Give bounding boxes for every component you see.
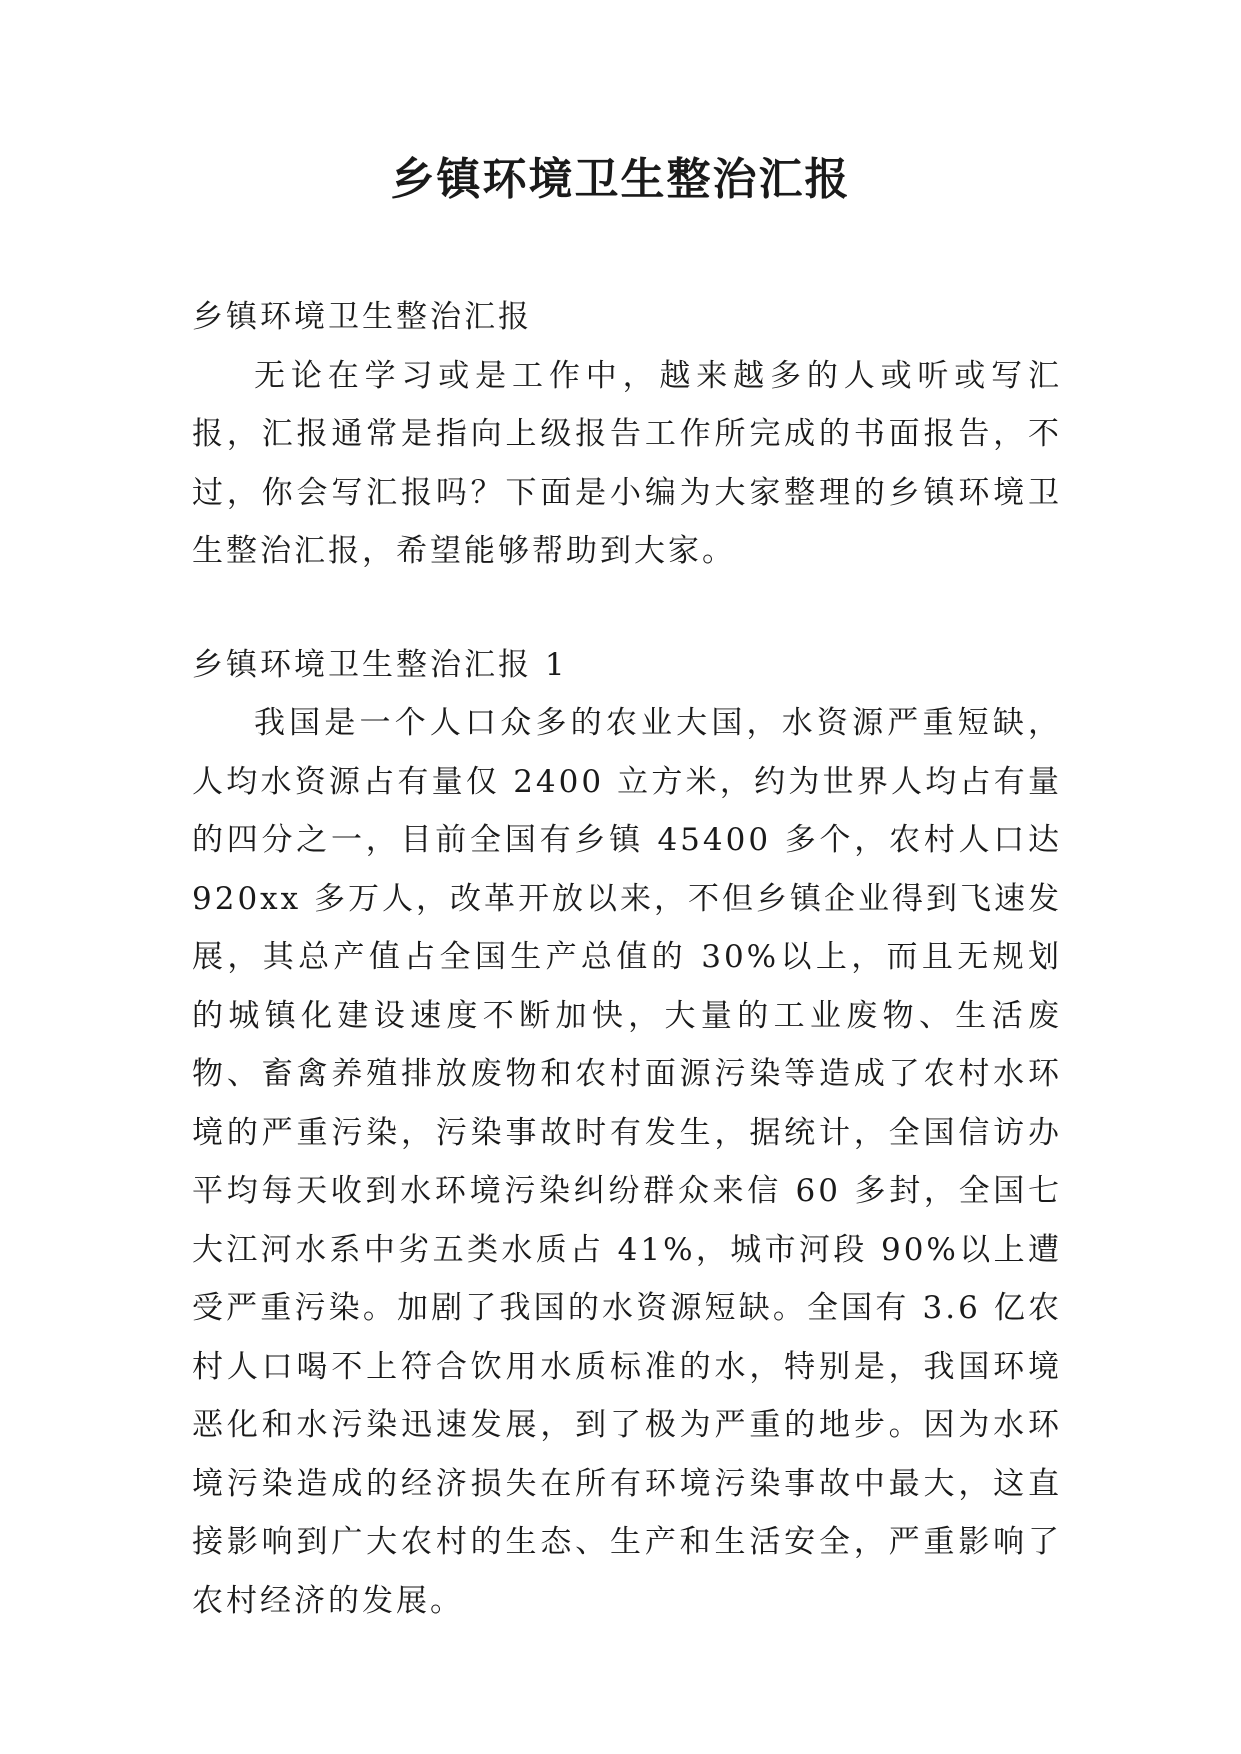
document-subtitle: 乡镇环境卫生整治汇报 xyxy=(192,299,532,335)
paragraph-spacer xyxy=(192,581,1062,636)
section-heading: 乡镇环境卫生整治汇报 1 xyxy=(192,646,568,683)
document-title: 乡镇环境卫生整治汇报 xyxy=(390,154,851,205)
intro-paragraph: 无论在学习或是工作中，越来越多的人或听或写汇报，汇报通常是指向上级报告工作所完成的书面报告，不过，你会写汇报吗？下面是小编为大家整理的乡镇环境卫生整治汇报，希望能够帮助到大家。 xyxy=(192,357,1062,569)
document-body xyxy=(192,288,1062,1630)
section-paragraph: 我国是一个人口众多的农业大国，水资源严重短缺，人均水资源占有量仅 2400 立方米，约为世界人均占有量的四分之一，目前全国有乡镇 45400 多个，农村人口达 920xx 多万人，改革开放以来，不但乡镇企业得到飞速发展，其总产值占全国生产总值的 30%以上，而且无规划的城镇化建设速度不断加快，大量的工业废物、生活废物、畜禽养殖排放废物和农村面源污染等造成了农村水环境的严重污染，污染事故时有发生，据统计，全国信访办平均每天收到水环境污染纠纷群众来信 60 多封，全国七大江河水系中劣五类水质占 41%，城市河段 90%以上遭受严重污染。加剧了我国的水资源短缺。全国有 3.6 亿农村人口喝不上符合饮用水质标准的水，特别是，我国环境恶化和水污染迅速发展，到了极为严重的地步。因为水环境污染造成的经济损失在所有环境污染事故中最大，这直接影响到广大农村的生态、生产和生活安全，严重影响了农村经济的发展。 xyxy=(192,705,1062,1619)
